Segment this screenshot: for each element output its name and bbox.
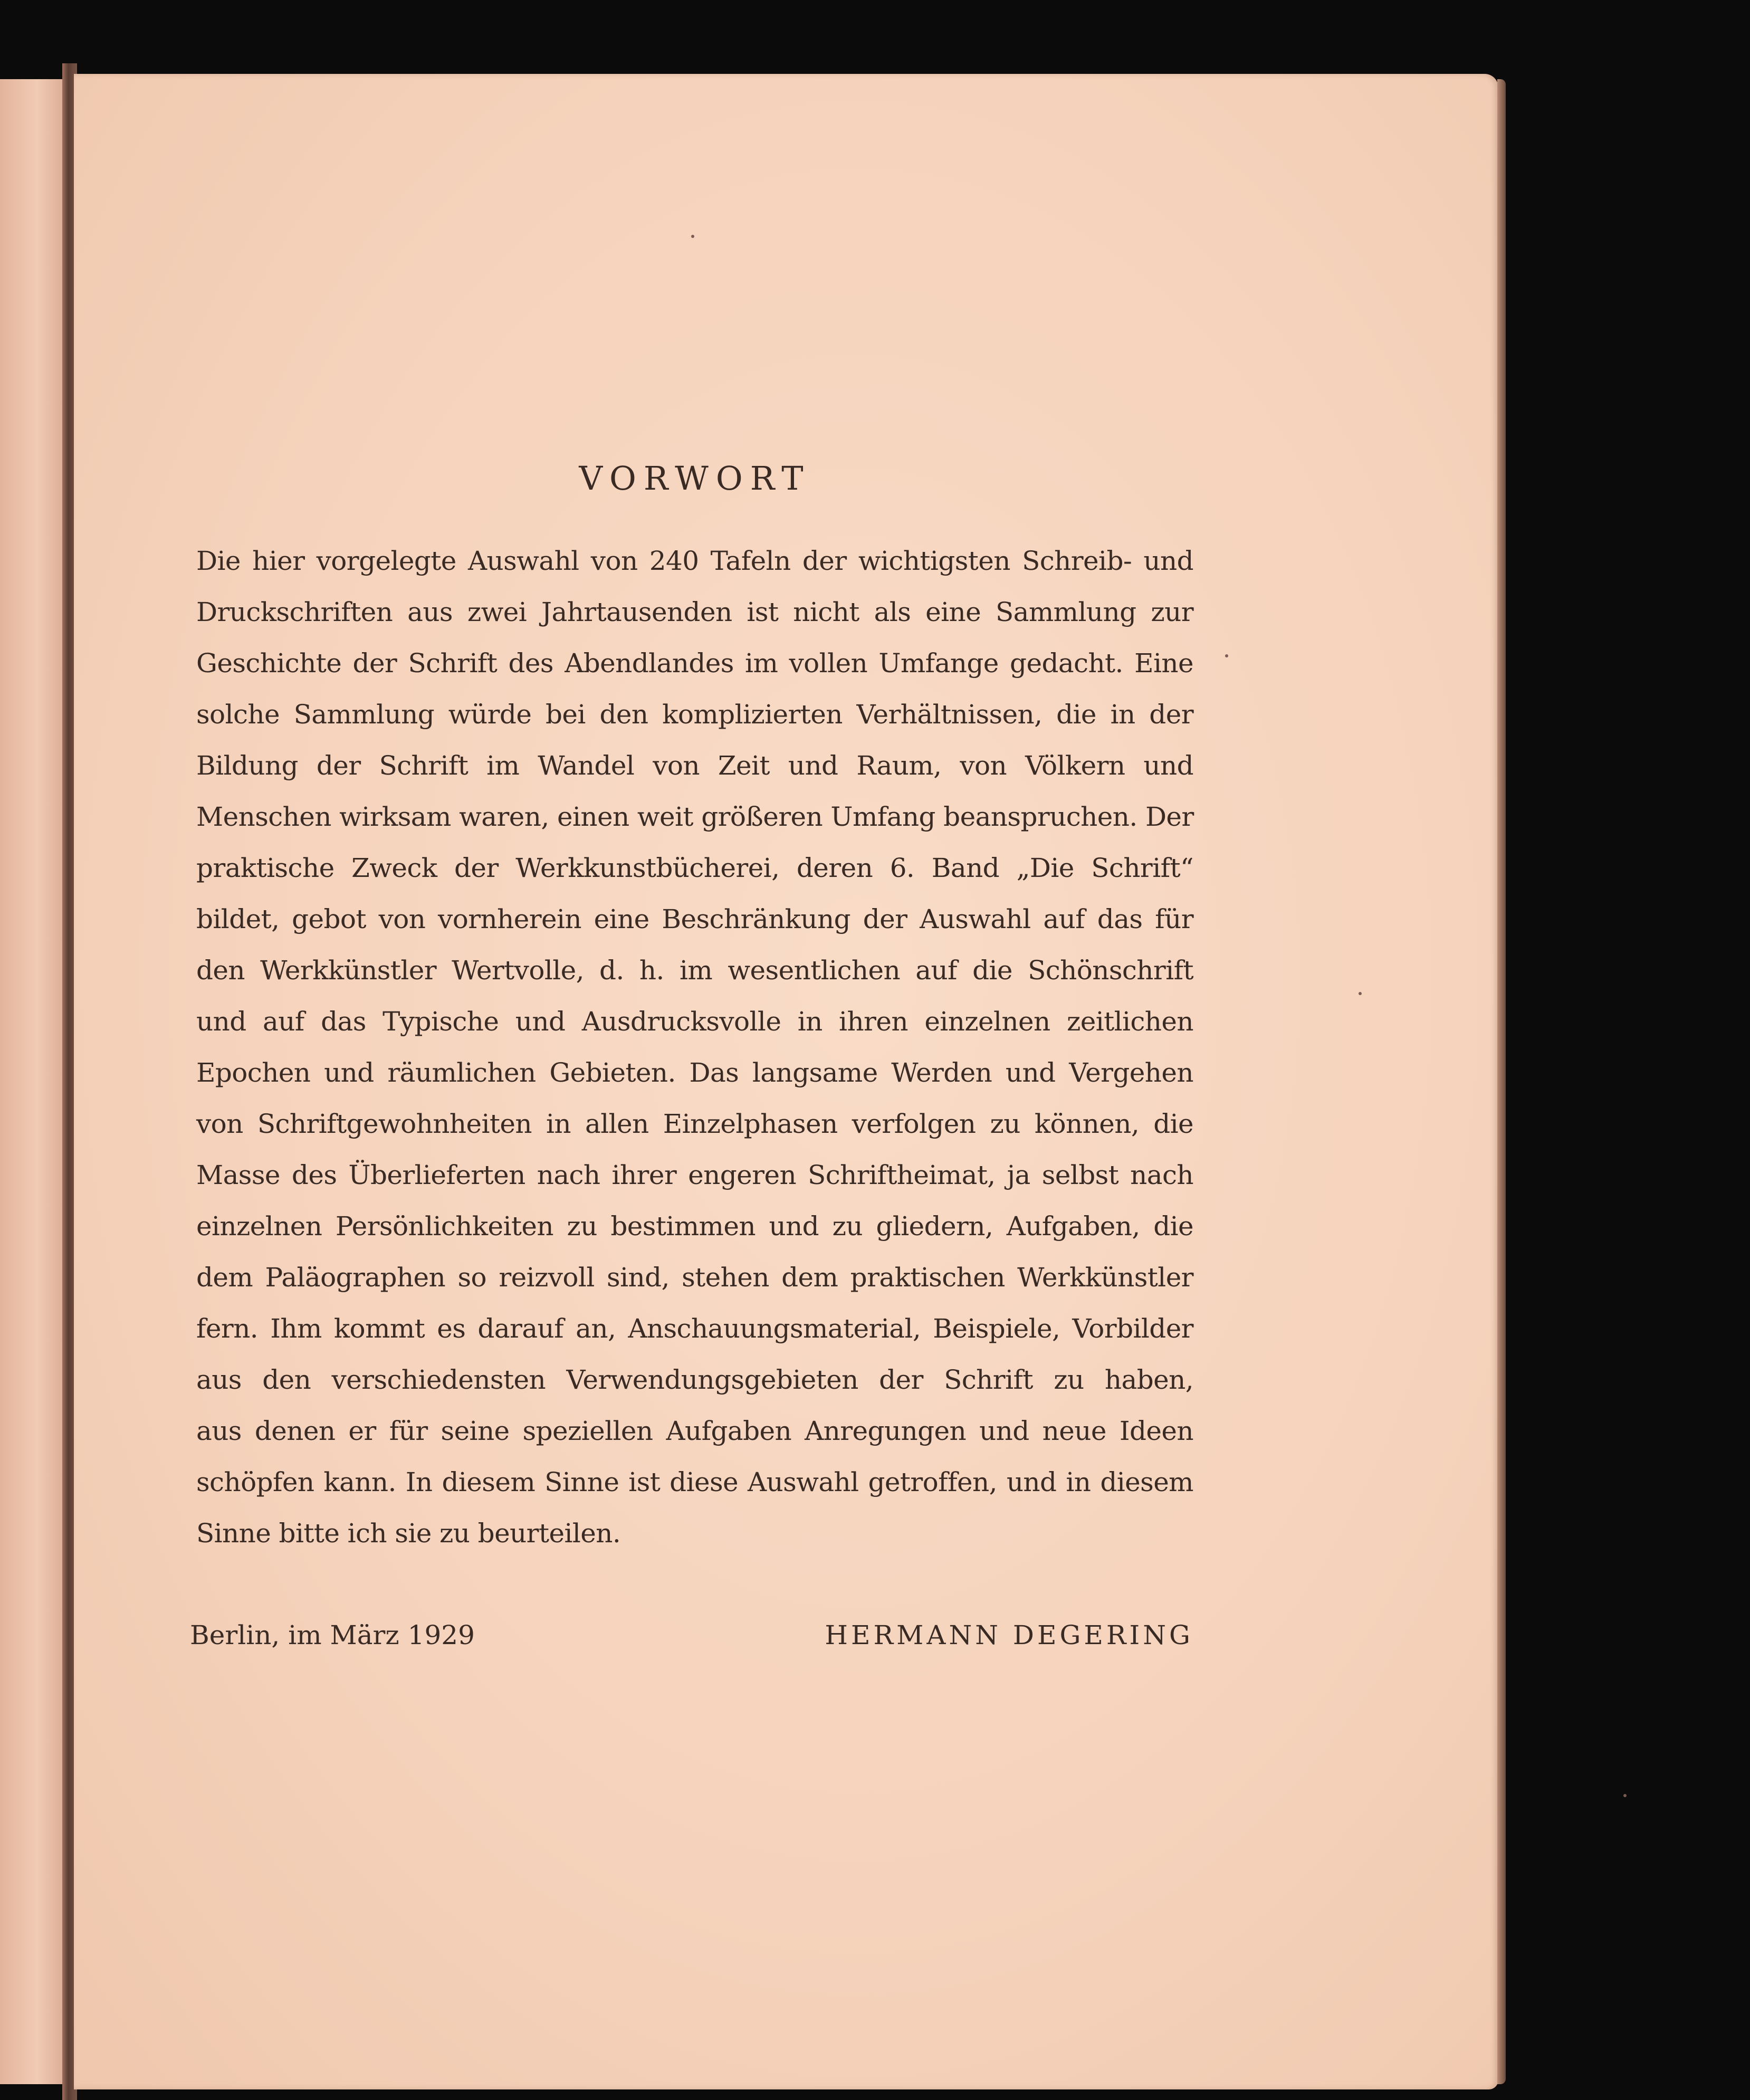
paragraph-line: Sinne bitte ich sie zu beurteilen. [196, 1518, 621, 1549]
paper-speck [691, 235, 694, 238]
place-date: Berlin, im März 1929 [190, 1620, 475, 1650]
paragraph-line: Druckschriften aus zwei Jahrtausenden ist nicht als eine Sammlung zur [196, 597, 1193, 627]
paragraph-line: dem Paläographen so reizvoll sind, stehen dem praktischen Werkkünstler [196, 1262, 1193, 1293]
dust-speck [1623, 1794, 1627, 1797]
paragraph-line: praktische Zweck der Werkkunstbücherei, deren 6. Band „Die Schrift“ [196, 853, 1193, 883]
preface-paragraph [196, 536, 1193, 1559]
left-page-edge [0, 79, 68, 2084]
paragraph-line: aus denen er für seine speziellen Aufgaben Anregungen und neue Ideen [196, 1416, 1193, 1446]
paragraph-line: Die hier vorgelegte Auswahl von 240 Tafeln der wichtigsten Schreib- und [196, 546, 1193, 576]
page-title: VORWORT [579, 459, 811, 498]
signature-row [190, 1620, 1193, 1650]
paper-speck [1359, 992, 1362, 995]
paragraph-line: Bildung der Schrift im Wandel von Zeit und Raum, von Völkern und [196, 750, 1193, 781]
paragraph-line: den Werkkünstler Wertvolle, d. h. im wesentlichen auf die Schönschrift [196, 955, 1193, 986]
author-name: HERMANN DEGERING [825, 1620, 1193, 1650]
paragraph-line: fern. Ihm kommt es darauf an, Anschauungsmaterial, Beispiele, Vorbilder [196, 1313, 1193, 1344]
paragraph-line: und auf das Typische und Ausdrucksvolle in ihren einzelnen zeitlichen [196, 1006, 1193, 1037]
paragraph-line: Masse des Überlieferten nach ihrer engeren Schriftheimat, ja selbst nach [196, 1160, 1193, 1190]
paragraph-line: aus den verschiedensten Verwendungsgebieten der Schrift zu haben, [196, 1364, 1193, 1395]
paragraph-line: einzelnen Persönlichkeiten zu bestimmen und zu gliedern, Aufgaben, die [196, 1211, 1193, 1242]
paragraph-line: solche Sammlung würde bei den komplizierten Verhältnissen, die in der [196, 699, 1193, 730]
paragraph-line: schöpfen kann. In diesem Sinne ist diese Auswahl getroffen, und in diesem [196, 1467, 1193, 1497]
preface-text-block [196, 459, 1193, 1559]
paragraph-line: Geschichte der Schrift des Abendlandes im vollen Umfange gedacht. Eine [196, 648, 1193, 679]
paragraph-line: von Schriftgewohnheiten in allen Einzelphasen verfolgen zu können, die [196, 1109, 1193, 1139]
paragraph-line: Menschen wirksam waren, einen weit größeren Umfang beanspruchen. Der [196, 801, 1194, 832]
right-page-edge [1497, 79, 1506, 2084]
paper-speck [1225, 654, 1228, 657]
paragraph-line: bildet, gebot von vornherein eine Beschränkung der Auswahl auf das für [196, 904, 1193, 934]
paragraph-line: Epochen und räumlichen Gebieten. Das langsame Werden und Vergehen [196, 1057, 1193, 1088]
